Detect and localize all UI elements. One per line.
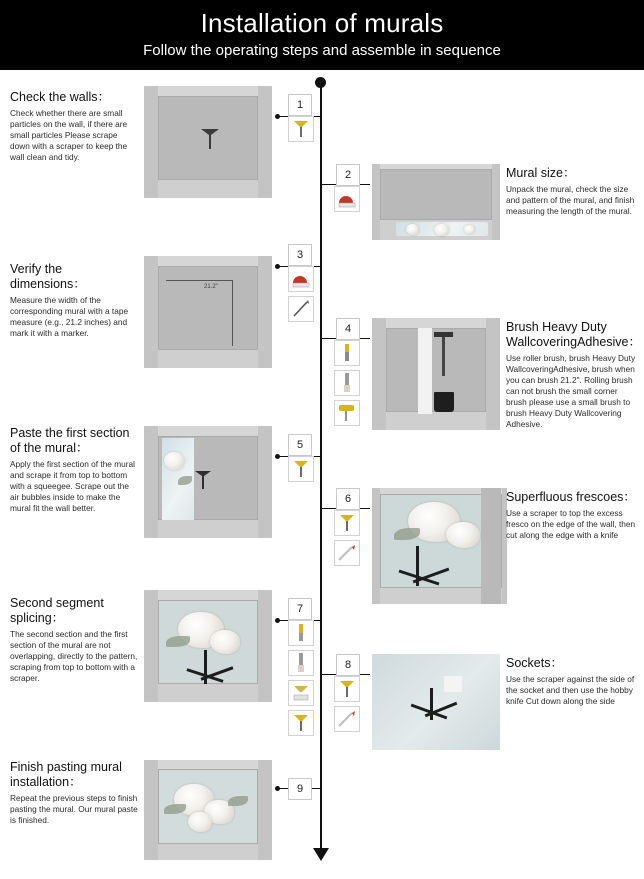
scraper-in-scene-icon — [194, 470, 212, 490]
step-6-text — [506, 490, 638, 541]
step-3-tool-tape-measure — [288, 266, 314, 292]
step-5-title: Paste the first section of the mural： — [10, 426, 130, 455]
step-5-text — [10, 426, 138, 514]
step-6-tool-hobby-knife — [334, 540, 360, 566]
step-3-text — [10, 262, 138, 339]
step-8-title: Sockets： — [506, 656, 563, 670]
step-5-tool-scraper — [288, 456, 314, 482]
step-4-tool-small-brush — [334, 340, 360, 366]
step-8-tool-scraper — [334, 676, 360, 702]
page-header — [0, 0, 644, 70]
step-1-tool-scraper — [288, 116, 314, 142]
step-3-measurement-label: 21.2" — [204, 284, 218, 290]
step-3-title: Verify the dimensions： — [10, 262, 86, 291]
step-2-title: Mural size： — [506, 166, 576, 180]
step-7-tool-paint-brush — [288, 650, 314, 676]
timeline-arrow-icon — [313, 848, 329, 861]
step-6-body: Use a scraper to top the excess fresco on the edge of the wall, then cut along the edge with a knife — [506, 508, 636, 540]
step-3-tool-marker-pen — [288, 296, 314, 322]
step-7-body: The second section and the first section of the mural are not overlapping, directly to the pattern, scraping from top to bottom with a scraper. — [10, 629, 138, 683]
step-9-number: 9 — [288, 778, 312, 800]
step-7-text — [10, 596, 138, 684]
step-8-body: Use the scraper against the side of the socket and then use the hobby knife Cut down along the side — [506, 674, 635, 706]
step-7-image — [144, 590, 272, 702]
step-4-number: 4 — [336, 318, 360, 340]
step-5-image — [144, 426, 272, 538]
step-1-title: Check the walls： — [10, 90, 111, 104]
step-9-image — [144, 760, 272, 860]
step-5-number: 5 — [288, 434, 312, 456]
step-7-title: Second segment splicing： — [10, 596, 104, 625]
step-8-image — [372, 654, 500, 750]
step-5-body: Apply the first section of the mural and scrape it from top to bottom with a squeegee. Scrape out the air bubbles inside to make the mural fit the wall better. — [10, 459, 135, 513]
step-7-tool-scraper — [288, 710, 314, 736]
step-6-tool-scraper — [334, 510, 360, 536]
step-4-body: Use roller brush, brush Heavy Duty WallcoveringAdhesive, brush when you can brush 21.2". Rolling brush can not brush the small corner brush please use a small brush to brush Heavy Duty Wallcovering Adhesive. — [506, 353, 636, 429]
step-7-tool-squeegee — [288, 680, 314, 706]
step-8-number: 8 — [336, 654, 360, 676]
step-6-image — [372, 488, 507, 604]
step-4-tool-paint-brush — [334, 370, 360, 396]
step-7-tool-marker-pen — [288, 620, 314, 646]
step-7-number: 7 — [288, 598, 312, 620]
step-9-text — [10, 760, 138, 826]
step-2-body: Unpack the mural, check the size and pattern of the mural, and finish measuring the length of the mural. — [506, 184, 635, 216]
step-1-image — [144, 86, 272, 198]
step-4-text — [506, 320, 642, 430]
step-4-title: Brush Heavy Duty WallcoveringAdhesive： — [506, 320, 642, 349]
step-4-tool-roller-brush — [334, 400, 360, 426]
step-3-number: 3 — [288, 244, 312, 266]
diagram-canvas — [0, 70, 644, 879]
scraper-icon — [200, 128, 220, 150]
step-1-body: Check whether there are small particles on the wall, if there are small particles Please scrape down with a scraper to keep the wall clean and tidy. — [10, 108, 128, 162]
timeline-axis — [320, 80, 322, 850]
page-title: Installation of murals — [200, 8, 444, 38]
step-2-text — [506, 166, 636, 217]
step-8-tool-hobby-knife — [334, 706, 360, 732]
step-9-body: Repeat the previous steps to finish pasting the mural. Our mural paste is finished. — [10, 793, 138, 825]
step-3-image — [144, 256, 272, 368]
step-6-title: Superfluous frescoes： — [506, 490, 636, 504]
step-2-tool-tape-measure — [334, 186, 360, 212]
step-4-image — [372, 318, 500, 430]
step-6-number: 6 — [336, 488, 360, 510]
socket — [444, 676, 462, 692]
page-subtitle: Follow the operating steps and assemble in sequence — [143, 42, 501, 59]
step-2-image — [372, 164, 500, 240]
step-8-text — [506, 656, 638, 707]
step-1-text — [10, 90, 135, 163]
step-1-number: 1 — [288, 94, 312, 116]
step-2-number: 2 — [336, 164, 360, 186]
adhesive-bucket — [434, 392, 454, 412]
step-3-body: Measure the width of the corresponding mural with a tape measure (e.g., 21.2 inches) and mark it with a marker. — [10, 295, 129, 338]
step-9-title: Finish pasting mural installation： — [10, 760, 122, 789]
